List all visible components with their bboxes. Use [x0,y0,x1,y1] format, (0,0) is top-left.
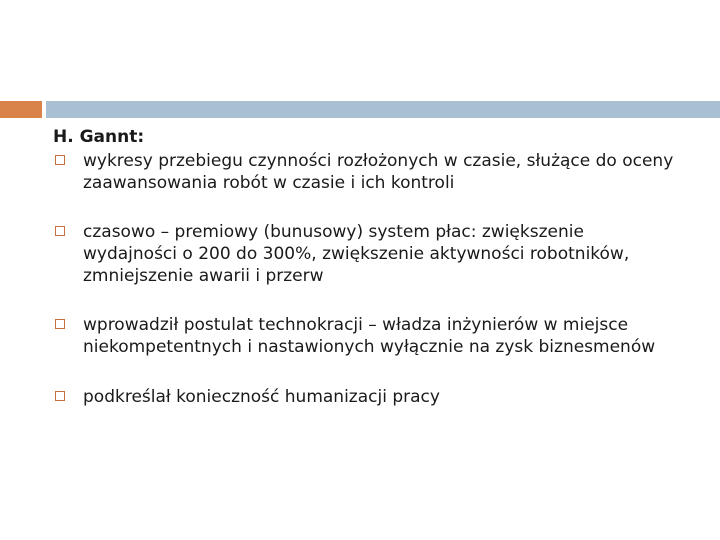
bullet-item [53,386,713,408]
bullet-line: zaawansowania robót w czasie i ich kontroli [83,173,455,193]
bullet-line: podkreślał konieczność humanizacji pracy [83,387,440,407]
slide-content [53,126,713,408]
bullet-line: wykresy przebiegu czynności rozłożonych w czasie, służące do oceny [83,151,674,171]
accent-bar-orange [0,101,42,118]
bullet-line: zmniejszenie awarii i przerw [83,266,324,286]
bullet-line: niekompetentnych i nastawionych wyłącznie na zysk biznesmenów [83,337,656,357]
bullet-line: wydajności o 200 do 300%, zwiększenie aktywności robotników, [83,244,630,264]
hollow-square-icon [55,391,65,401]
bullet-item [53,221,713,287]
hollow-square-icon [55,155,65,165]
accent-bar-blue [46,101,720,118]
bullet-line: czasowo – premiowy (bunusowy) system płac: zwiększenie [83,222,584,242]
bullet-line: wprowadził postulat technokracji – władza inżynierów w miejsce [83,315,629,335]
bullet-item [53,314,713,358]
slide-heading: H. Gannt: [53,127,145,147]
hollow-square-icon [55,226,65,236]
hollow-square-icon [55,319,65,329]
bullet-item [53,150,713,194]
